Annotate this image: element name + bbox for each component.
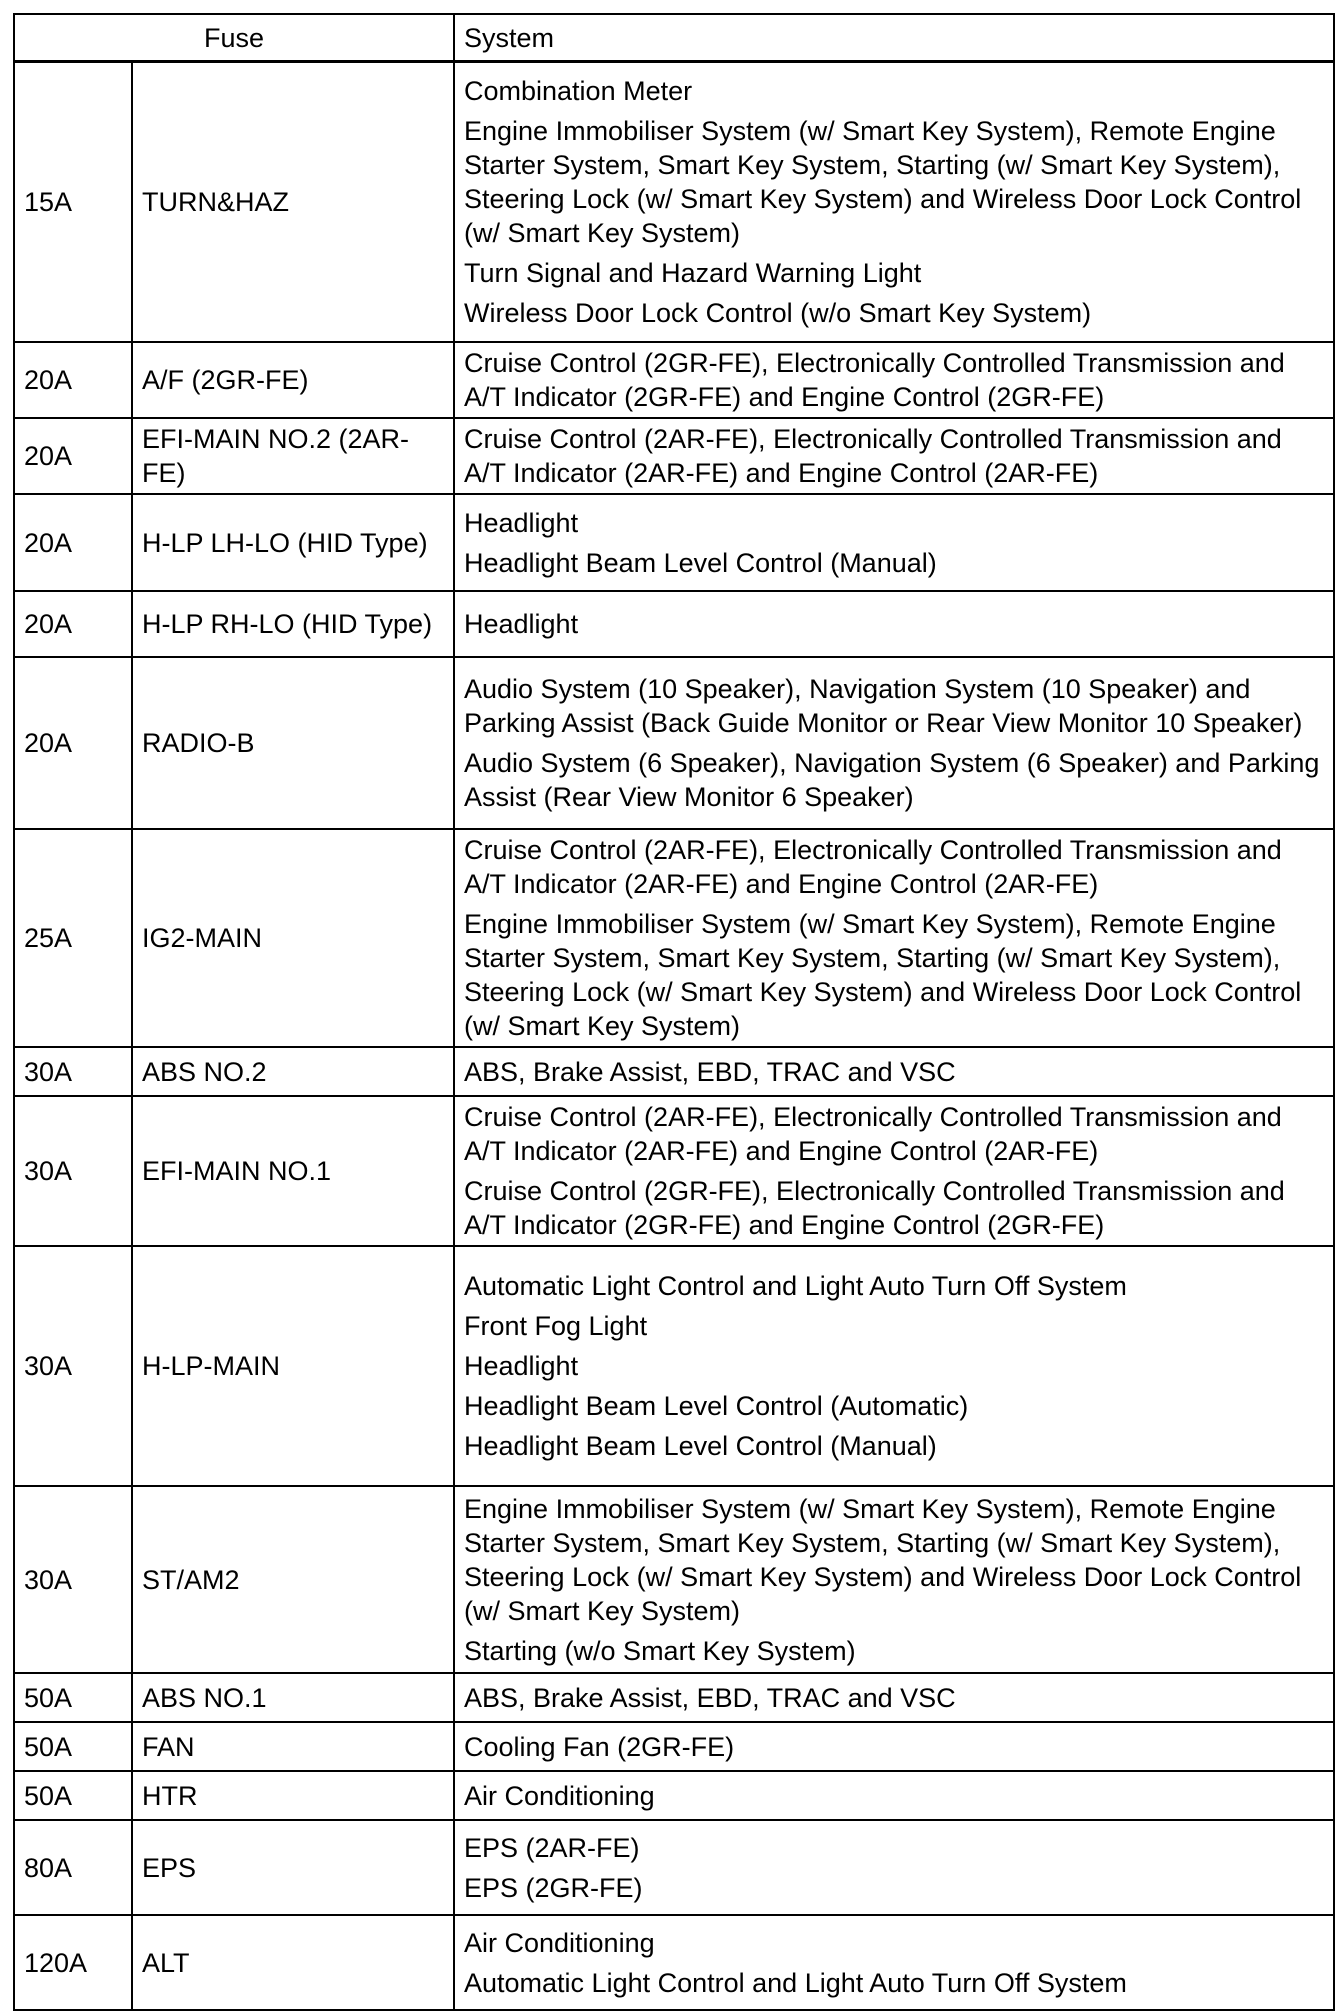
table-row [14, 591, 1334, 657]
system-entry: Front Fog Light [464, 1311, 648, 1341]
system-entry: Automatic Light Control and Light Auto Turn Off System [464, 1967, 1127, 1998]
system-entry: ABS, Brake Assist, EBD, TRAC and VSC [464, 1056, 956, 1087]
system-entry: Starting (w/o Smart Key System) [464, 1635, 856, 1666]
system-cell [454, 1246, 1334, 1486]
system-entry: Headlight [464, 507, 579, 538]
system-cell [454, 591, 1334, 657]
fuse-amperage: 20A [14, 418, 132, 494]
system-cell [454, 1722, 1334, 1771]
fuse-name: ABS NO.1 [132, 1673, 454, 1722]
system-entry: Combination Meter [464, 76, 693, 106]
fuse-name: H-LP RH-LO (HID Type) [132, 591, 454, 657]
fuse-amperage: 20A [14, 342, 132, 418]
fuse-table [13, 13, 1335, 2011]
system-cell [454, 829, 1334, 1047]
fuse-amperage: 50A [14, 1771, 132, 1820]
fuse-amperage: 50A [14, 1722, 132, 1771]
system-cell [454, 418, 1334, 494]
table-row [14, 1486, 1334, 1673]
fuse-name: IG2-MAIN [132, 829, 454, 1047]
fuse-name: EFI-MAIN NO.1 [132, 1096, 454, 1246]
table-row [14, 1047, 1334, 1096]
system-cell [454, 1771, 1334, 1820]
table-row [14, 418, 1334, 494]
system-cell [454, 1047, 1334, 1096]
fuse-amperage: 30A [14, 1096, 132, 1246]
fuse-amperage: 15A [14, 62, 132, 343]
fuse-amperage: 30A [14, 1047, 132, 1096]
fuse-name: A/F (2GR-FE) [132, 342, 454, 418]
table-row [14, 494, 1334, 591]
table-row [14, 829, 1334, 1047]
system-entry: Cooling Fan (2GR-FE) [464, 1731, 735, 1762]
fuse-name: ALT [132, 1915, 454, 2010]
table-row [14, 1820, 1334, 1915]
fuse-name: FAN [132, 1722, 454, 1771]
table-row [14, 1771, 1334, 1820]
fuse-name: HTR [132, 1771, 454, 1820]
system-column-header: System [454, 14, 1334, 62]
fuse-name: ST/AM2 [132, 1486, 454, 1673]
system-entry: ABS, Brake Assist, EBD, TRAC and VSC [464, 1682, 956, 1713]
system-entry: Air Conditioning [464, 1927, 655, 1958]
table-row [14, 1096, 1334, 1246]
system-cell [454, 342, 1334, 418]
fuse-name: RADIO-B [132, 657, 454, 829]
system-entry: Headlight [464, 609, 579, 639]
system-cell [454, 657, 1334, 829]
system-entry: Headlight Beam Level Control (Manual) [464, 1431, 937, 1461]
system-entry: Automatic Light Control and Light Auto Turn Off System [464, 1271, 1127, 1301]
table-row [14, 1673, 1334, 1722]
system-entry: Headlight Beam Level Control (Manual) [464, 547, 937, 578]
table-row [14, 657, 1334, 829]
fuse-name: EPS [132, 1820, 454, 1915]
system-entry: Cruise Control (2AR-FE), Electronically Controlled Transmission and A/T Indicator (2AR-FE) and Engine Control (2AR-FE) [464, 1102, 1282, 1166]
system-cell [454, 1673, 1334, 1722]
fuse-name: EFI-MAIN NO.2 (2AR-FE) [132, 418, 454, 494]
fuse-amperage: 30A [14, 1246, 132, 1486]
system-entry: EPS (2AR-FE) [464, 1832, 640, 1863]
system-entry: Audio System (10 Speaker), Navigation System (10 Speaker) and Parking Assist (Back Guide Monitor or Rear View Monitor 10 Speaker) [464, 674, 1303, 738]
system-entry: Cruise Control (2AR-FE), Electronically Controlled Transmission and A/T Indicator (2AR-FE) and Engine Control (2AR-FE) [464, 835, 1282, 899]
fuse-amperage: 30A [14, 1486, 132, 1673]
system-cell [454, 1486, 1334, 1673]
system-cell [454, 1096, 1334, 1246]
system-entry: Headlight Beam Level Control (Automatic) [464, 1391, 969, 1421]
fuse-amperage: 25A [14, 829, 132, 1047]
system-entry: Cruise Control (2GR-FE), Electronically Controlled Transmission and A/T Indicator (2GR-FE) and Engine Control (2GR-FE) [464, 348, 1285, 412]
fuse-amperage: 20A [14, 657, 132, 829]
system-entry: EPS (2GR-FE) [464, 1872, 643, 1903]
system-entry: Turn Signal and Hazard Warning Light [464, 258, 922, 288]
table-row [14, 62, 1334, 343]
system-entry: Engine Immobiliser System (w/ Smart Key System), Remote Engine Starter System, Smart Key System, Starting (w/ Smart Key System), Steering Lock (w/ Smart Key System) and Wireless Door Lock Control (w/ Smart Key System) [464, 909, 1302, 1041]
fuse-name: H-LP-MAIN [132, 1246, 454, 1486]
fuse-name: ABS NO.2 [132, 1047, 454, 1096]
system-cell [454, 494, 1334, 591]
table-row [14, 1915, 1334, 2010]
fuse-amperage: 20A [14, 494, 132, 591]
fuse-name: H-LP LH-LO (HID Type) [132, 494, 454, 591]
fuse-amperage: 20A [14, 591, 132, 657]
table-header-row [14, 14, 1334, 62]
system-cell [454, 62, 1334, 343]
fuse-column-header: Fuse [14, 14, 454, 62]
table-row [14, 1722, 1334, 1771]
system-entry: Audio System (6 Speaker), Navigation System (6 Speaker) and Parking Assist (Rear View Monitor 6 Speaker) [464, 748, 1320, 812]
system-entry: Cruise Control (2GR-FE), Electronically Controlled Transmission and A/T Indicator (2GR-FE) and Engine Control (2GR-FE) [464, 1176, 1285, 1240]
system-entry: Engine Immobiliser System (w/ Smart Key System), Remote Engine Starter System, Smart Key System, Starting (w/ Smart Key System), Steering Lock (w/ Smart Key System) and Wireless Door Lock Control (w/ Smart Key System) [464, 1493, 1302, 1626]
fuse-amperage: 120A [14, 1915, 132, 2010]
fuse-amperage: 80A [14, 1820, 132, 1915]
fuse-amperage: 50A [14, 1673, 132, 1722]
system-entry: Engine Immobiliser System (w/ Smart Key System), Remote Engine Starter System, Smart Key System, Starting (w/ Smart Key System), Steering Lock (w/ Smart Key System) and Wireless Door Lock Control (w/ Smart Key System) [464, 116, 1302, 248]
table-row [14, 342, 1334, 418]
system-entry: Headlight [464, 1351, 579, 1381]
system-entry: Air Conditioning [464, 1780, 655, 1811]
system-cell [454, 1915, 1334, 2010]
system-cell [454, 1820, 1334, 1915]
system-entry: Cruise Control (2AR-FE), Electronically Controlled Transmission and A/T Indicator (2AR-FE) and Engine Control (2AR-FE) [464, 424, 1282, 488]
table-row [14, 1246, 1334, 1486]
fuse-name: TURN&HAZ [132, 62, 454, 343]
system-entry: Wireless Door Lock Control (w/o Smart Key System) [464, 298, 1092, 328]
